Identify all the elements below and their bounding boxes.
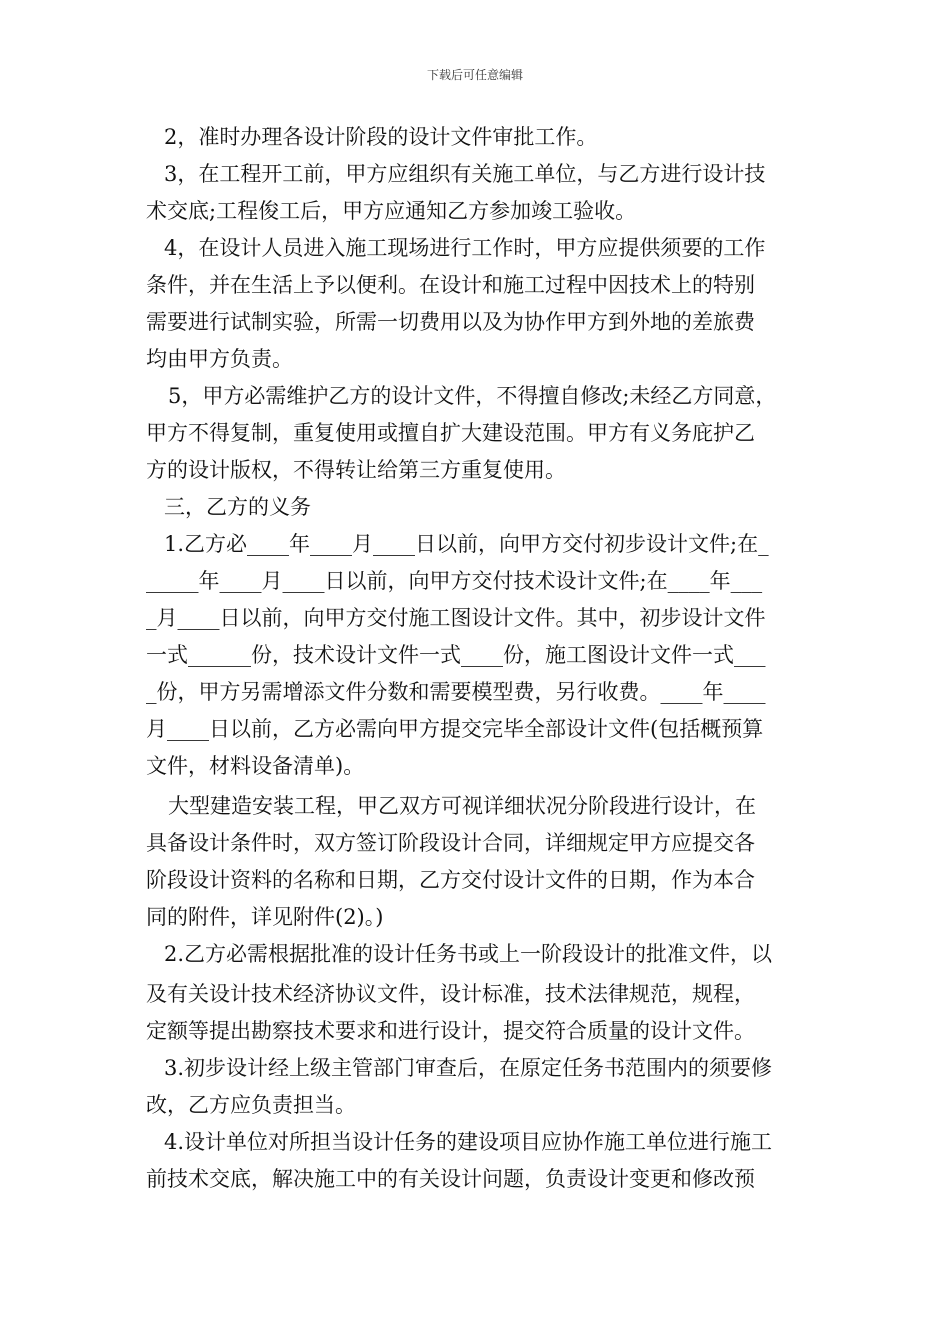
paragraph-line: 一式______份，技术设计文件一式____份，施工图设计文件一式___ [146,643,766,667]
paragraph-line: 月____日以前，乙方必需向甲方提交完毕全部设计文件(包括概预算 [146,717,764,741]
page-header: 下载后可任意编辑 [426,68,523,82]
paragraph-line: 方的设计版权，不得转让给第三方重复使用。 [146,458,566,482]
paragraph-line: 1.乙方必____年____月____日以前，向甲方交付初步设计文件;在_ [164,532,769,556]
paragraph-line: 需要进行试制实验，所需一切费用以及为协作甲方到外地的差旅费 [146,310,755,334]
paragraph-line: 具备设计条件时，双方签订阶段设计合同，详细规定甲方应提交各 [146,831,755,855]
paragraph-line: _____年____月____日以前，向甲方交付技术设计文件;在____年___ [146,569,763,593]
section-heading: 三，乙方的义务 [164,495,311,519]
paragraph-line: 定额等提出勘察技术要求和进行设计，提交符合质量的设计文件。 [146,1019,755,1043]
paragraph-line: _月____日以前，向甲方交付施工图设计文件。其中，初步设计文件 [146,606,766,630]
paragraph-line: 文件，材料设备清单)。 [146,754,365,778]
paragraph-line: 及有关设计技术经济协议文件，设计标准，技术法律规范，规程， [146,982,755,1006]
paragraph-line: _份，甲方另需增添文件分数和需要模型费，另行收费。____年____ [146,680,766,704]
paragraph-line: 均由甲方负责。 [146,347,293,371]
paragraph-line: 3，在工程开工前，甲方应组织有关施工单位，与乙方进行设计技 [164,162,766,186]
paragraph-line: 改，乙方应负责担当。 [146,1093,356,1117]
paragraph-line: 术交底;工程俊工后，甲方应通知乙方参加竣工验收。 [146,199,637,223]
paragraph-line: 2，准时办理各设计阶段的设计文件审批工作。 [164,125,598,149]
paragraph-line: 甲方不得复制，重复使用或擅自扩大建设范围。甲方有义务庇护乙 [146,421,755,445]
paragraph-line: 同的附件，详见附件(2)。) [146,905,384,929]
paragraph-line: 条件，并在生活上予以便利。在设计和施工过程中因技术上的特别 [146,273,755,297]
paragraph-line: 3.初步设计经上级主管部门审查后，在原定任务书范围内的须要修 [164,1056,773,1080]
paragraph-line: 2.乙方必需根据批准的设计任务书或上一阶段设计的批准文件，以 [164,942,773,966]
paragraph-line: 4.设计单位对所担当设计任务的建设项目应协作施工单位进行施工 [164,1130,773,1154]
paragraph-line: 阶段设计资料的名称和日期，乙方交付设计文件的日期，作为本合 [146,868,755,892]
paragraph-line: 4，在设计人员进入施工现场进行工作时，甲方应提供须要的工作 [164,236,766,260]
paragraph-line: 大型建造安装工程，甲乙双方可视详细状况分阶段进行设计，在 [168,794,756,818]
paragraph-line: 5，甲方必需维护乙方的设计文件，不得擅自修改;未经乙方同意， [168,384,777,408]
paragraph-line: 前技术交底，解决施工中的有关设计问题，负责设计变更和修改预 [146,1167,755,1191]
